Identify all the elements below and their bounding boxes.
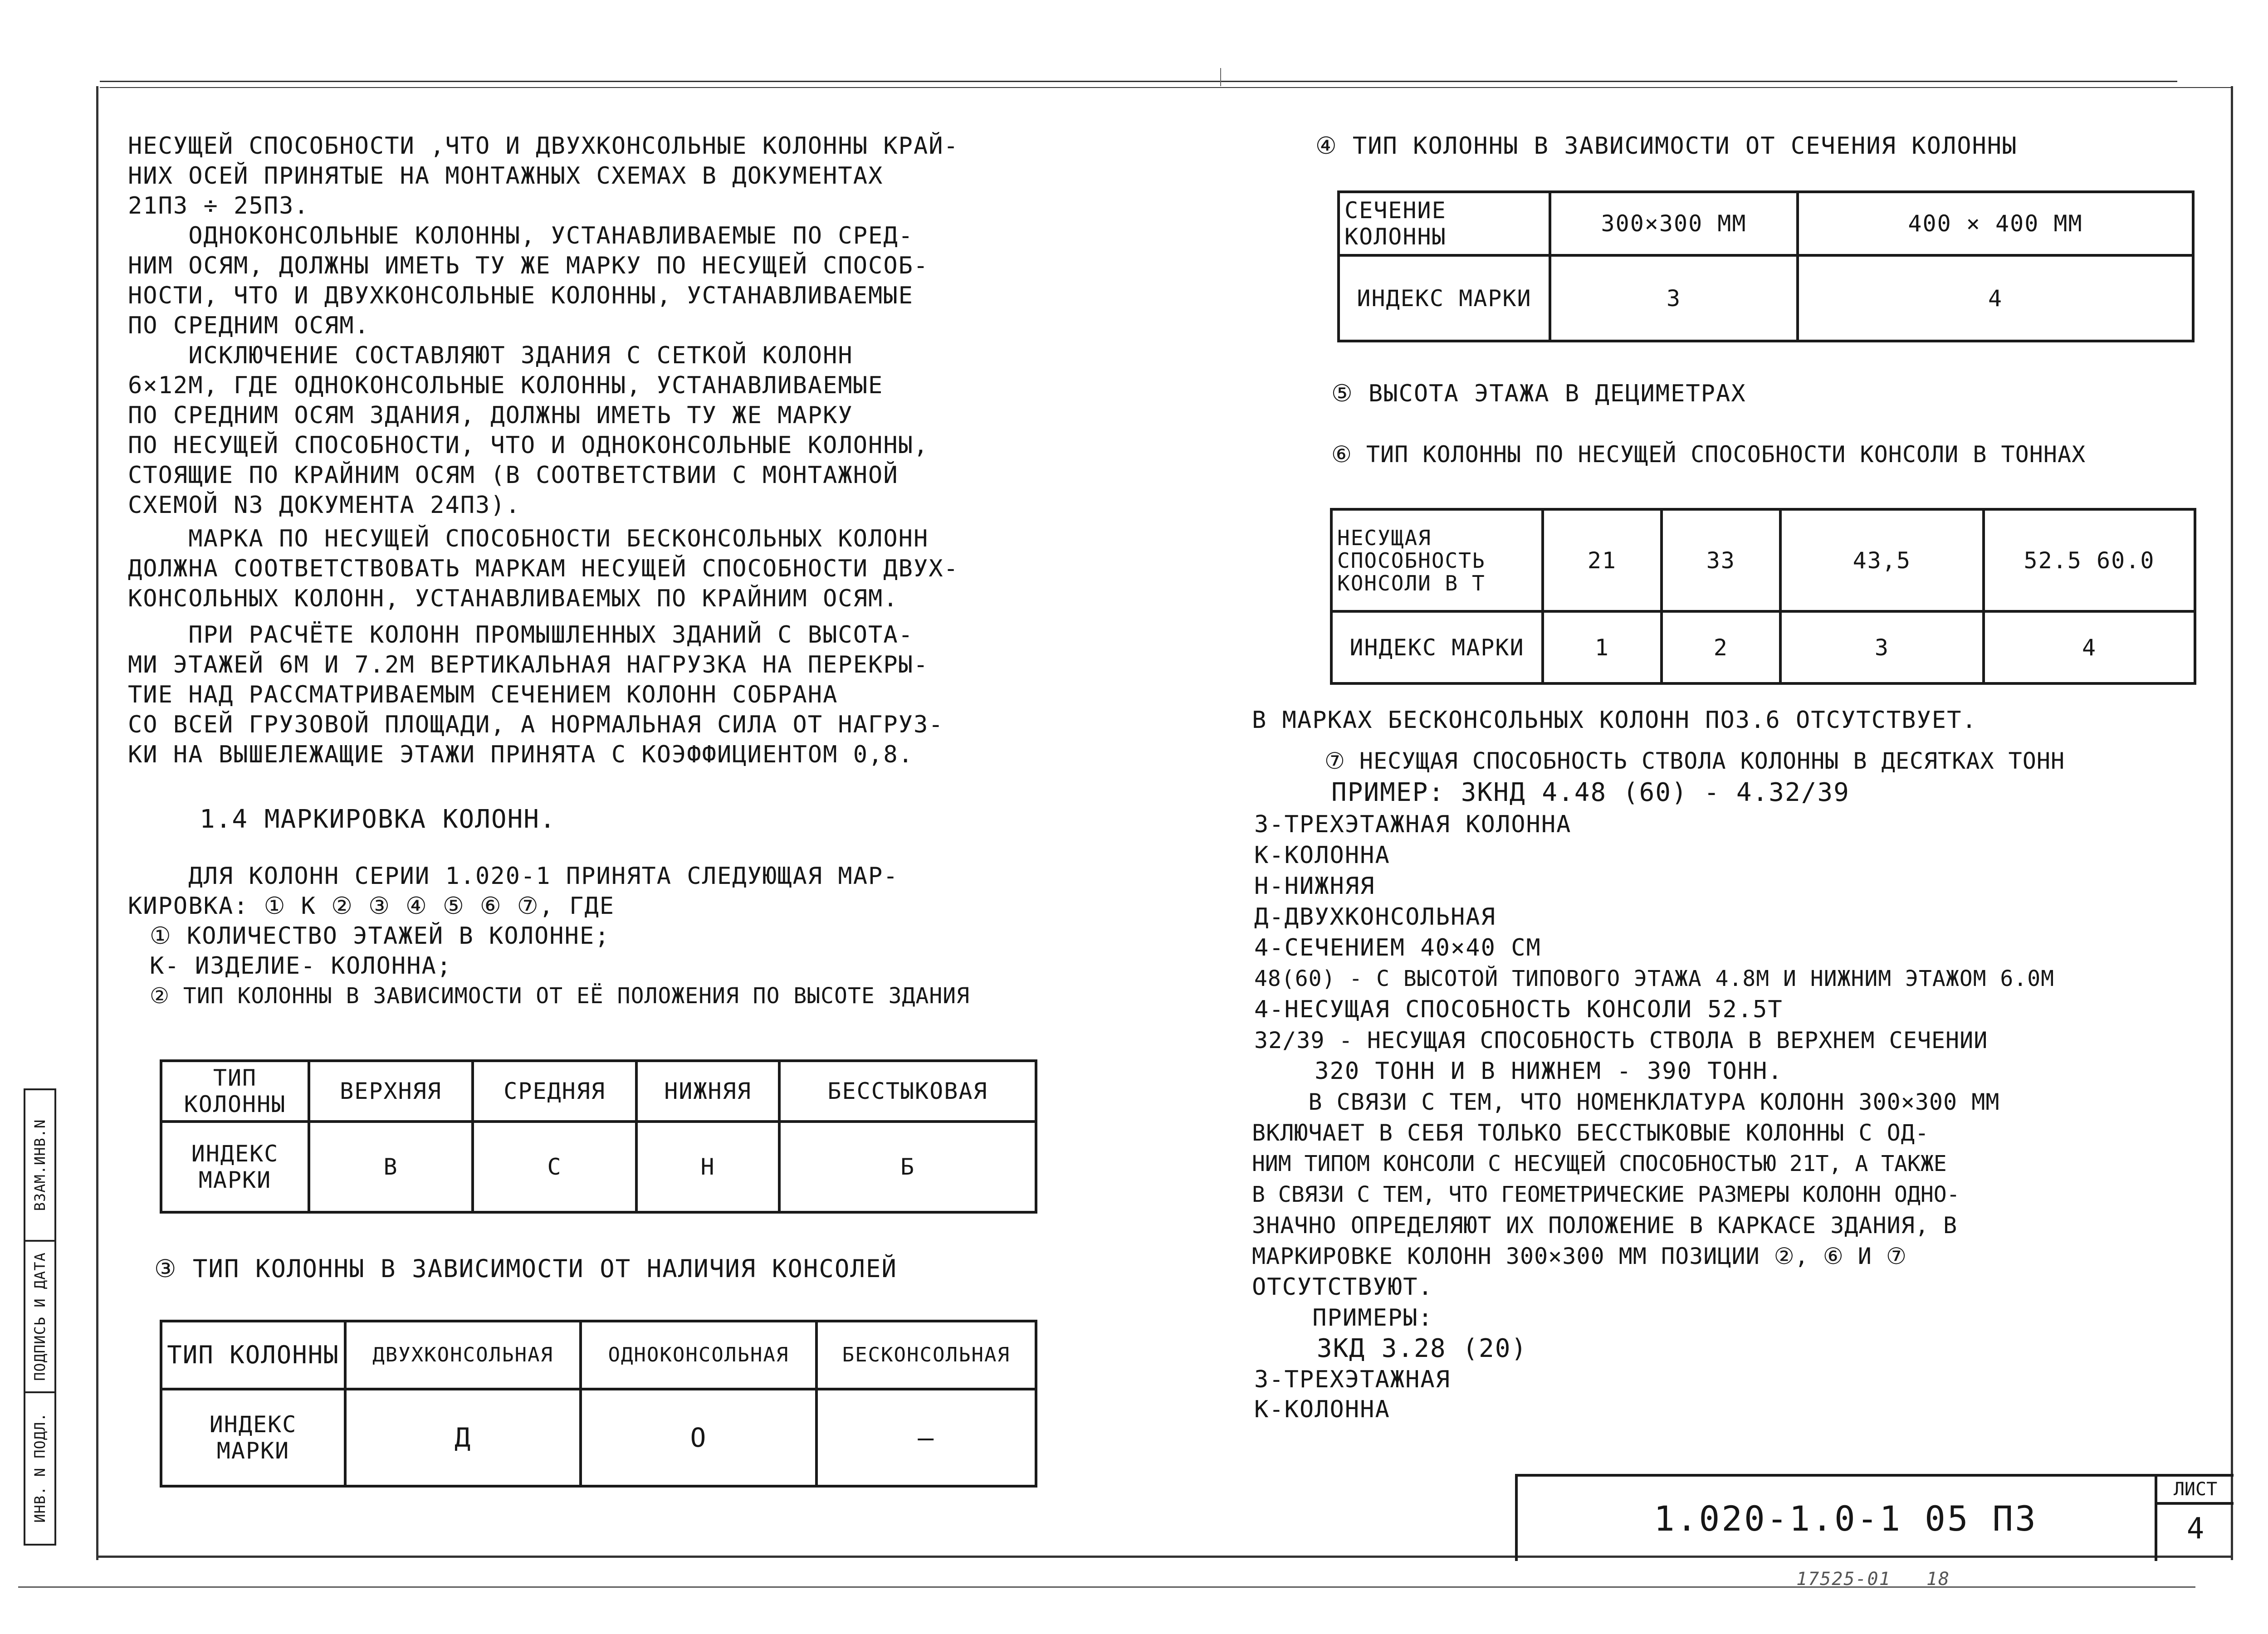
left-para5-line1: ПРИ РАСЧЁТЕ КОЛОНН ПРОМЫШЛЕННЫХ ЗДАНИЙ С ВЫСОТА- — [128, 621, 914, 649]
side-cell-signature — [25, 1242, 54, 1393]
example-1-line: 3-ТРЕХЭТАЖНАЯ КОЛОННА — [1254, 811, 1572, 838]
table-head-label: ТИП КОЛОННЫ — [161, 1061, 309, 1122]
left-para1-line1: НЕСУЩЕЙ СПОСОБНОСТИ ,ЧТО И ДВУХКОНСОЛЬНЫЕ КОЛОННЫ КРАЙ- — [128, 132, 959, 160]
table-row — [1331, 509, 2195, 611]
range-para-line: ЗНАЧНО ОПРЕДЕЛЯЮТ ИХ ПОЛОЖЕНИЕ В КАРКАСЕ ЗДАНИЯ, В — [1252, 1212, 1958, 1239]
side-label: ИНВ. N ПОДЛ. — [31, 1412, 49, 1523]
example-1-line: 4-НЕСУЩАЯ СПОСОБНОСТЬ КОНСОЛИ 52.5Т — [1254, 996, 1783, 1023]
left-para4-line2: ДОЛЖНА СООТВЕТСТВОВАТЬ МАРКАМ НЕСУЩЕЙ СПОСОБНОСТИ ДВУХ- — [128, 555, 959, 582]
item-3-heading: ③ ТИП КОЛОННЫ В ЗАВИСИМОСТИ ОТ НАЛИЧИЯ КОНСОЛЕЙ — [154, 1254, 897, 1283]
table-row — [1339, 192, 2193, 255]
table-cell: НИЖНЯЯ — [636, 1061, 779, 1122]
top-fold-line — [100, 81, 2177, 82]
table-cell: 33 — [1662, 509, 1780, 611]
table-index-label: ИНДЕКС МАРКИ — [1331, 611, 1543, 683]
table-cell: 4 — [1798, 255, 2193, 341]
side-cell-replacement — [25, 1090, 54, 1242]
table-cell: С — [473, 1122, 636, 1212]
table-cell: ДВУХКОНСОЛЬНАЯ — [345, 1321, 581, 1389]
table-cell: В — [309, 1122, 473, 1212]
examples-title: ПРИМЕРЫ: — [1252, 1304, 1433, 1332]
table-cell: 43,5 — [1780, 509, 1984, 611]
left-para5-line3: ТИЕ НАД РАССМАТРИВАЕМЫМ СЕЧЕНИЕМ КОЛОНН СОБРАНА — [128, 681, 838, 708]
table-cell: ОДНОКОНСОЛЬНАЯ — [581, 1321, 816, 1389]
left-para2-line1: ОДНОКОНСОЛЬНЫЕ КОЛОННЫ, УСТАНАВЛИВАЕМЫЕ ПО СРЕД- — [128, 222, 914, 249]
range-para-line: ОТСУТСТВУЮТ. — [1252, 1273, 1433, 1301]
range-para-line: МАРКИРОВКЕ КОЛОНН 300×300 ММ ПОЗИЦИИ ②, ⑥ И ⑦ — [1252, 1243, 1907, 1269]
left-para3-line6: СХЕМОЙ N3 ДОКУМЕНТА 24П3). — [128, 492, 521, 519]
table-cell: Н — [636, 1122, 779, 1212]
side-label: ВЗАМ.ИНВ.N — [31, 1119, 49, 1211]
table-cell: 21 — [1543, 509, 1662, 611]
left-para1-line2: НИХ ОСЕЙ ПРИНЯТЫЕ НА МОНТАЖНЫХ СХЕМАХ В ДОКУМЕНТАХ — [128, 162, 884, 190]
note-position-6: В МАРКАХ БЕСКОНСОЛЬНЫХ КОЛОНН ПОЗ.6 ОТСУТСТВУЕТ. — [1252, 707, 1977, 734]
example-1-line: 48(60) - С ВЫСОТОЙ ТИПОВОГО ЭТАЖА 4.8М И НИЖНИМ ЭТАЖОМ 6.0М — [1254, 966, 2055, 991]
left-para3-line1: ИСКЛЮЧЕНИЕ СОСТАВЛЯЮТ ЗДАНИЯ С СЕТКОЙ КОЛОНН — [128, 342, 853, 369]
example-1-line: Н-НИЖНЯЯ — [1254, 873, 1375, 900]
left-para3-line3: ПО СРЕДНИМ ОСЯМ ЗДАНИЯ, ДОЛЖНЫ ИМЕТЬ ТУ ЖЕ МАРКУ — [128, 402, 853, 429]
title-stamp — [1515, 1474, 2157, 1561]
table-cell: 400 × 400 ММ — [1798, 192, 2193, 255]
range-para-line: В СВЯЗИ С ТЕМ, ЧТО НОМЕНКЛАТУРА КОЛОНН 300×300 ММ — [1252, 1089, 2000, 1115]
left-para2-line3: НОСТИ, ЧТО И ДВУХКОНСОЛЬНЫЕ КОЛОННЫ, УСТАНАВЛИВАЕМЫЕ — [128, 282, 914, 309]
left-para5-line2: МИ ЭТАЖЕЙ 6М И 7.2М ВЕРТИКАЛЬНАЯ НАГРУЗКА НА ПЕРЕКРЫ- — [128, 651, 929, 678]
left-para3-line2: 6×12М, ГДЕ ОДНОКОНСОЛЬНЫЕ КОЛОННЫ, УСТАНАВЛИВАЕМЫЕ — [128, 372, 884, 399]
table-cell: — — [816, 1389, 1036, 1486]
left-para1-line3: 21П3 ÷ 25П3. — [128, 192, 309, 219]
marking-intro-line2: КИРОВКА: ① К ② ③ ④ ⑤ ⑥ ⑦, ГДЕ — [128, 893, 615, 920]
table-cell: 300×300 ММ — [1550, 192, 1798, 255]
table-row — [161, 1321, 1036, 1389]
side-label: ПОДПИСЬ И ДАТА — [31, 1252, 49, 1381]
table-index-label: ИНДЕКС МАРКИ — [161, 1122, 309, 1212]
example-1-line: К-КОЛОННА — [1254, 842, 1390, 869]
table-cell: 3 — [1780, 611, 1984, 683]
table-cell: 2 — [1662, 611, 1780, 683]
table-cell: СРЕДНЯЯ — [473, 1061, 636, 1122]
table-cell: Б — [779, 1122, 1036, 1212]
table-index-label: ИНДЕКС МАРКИ — [161, 1389, 345, 1486]
item-6-heading: ⑥ ТИП КОЛОННЫ ПО НЕСУЩЕЙ СПОСОБНОСТИ КОНСОЛИ В ТОННАХ — [1331, 441, 2086, 468]
item-7-heading: ⑦ НЕСУЩАЯ СПОСОБНОСТЬ СТВОЛА КОЛОННЫ В ДЕСЯТКАХ ТОНН — [1325, 748, 2065, 774]
table-row — [161, 1061, 1036, 1122]
center-fold-line — [1220, 68, 1221, 86]
table-head-label: СЕЧЕНИЕ КОЛОННЫ — [1339, 192, 1550, 255]
footer-note: 17525-01 18 — [1796, 1569, 1950, 1590]
table-head-label: НЕСУЩАЯ СПОСОБНОСТЬ КОНСОЛИ В Т — [1331, 509, 1543, 611]
left-para3-line4: ПО НЕСУЩЕЙ СПОСОБНОСТИ, ЧТО И ОДНОКОНСОЛЬНЫЕ КОЛОННЫ, — [128, 432, 929, 459]
marking-intro-line1: ДЛЯ КОЛОНН СЕРИИ 1.020-1 ПРИНЯТА СЛЕДУЮЩАЯ МАР- — [128, 863, 899, 890]
item-5-heading: ⑤ ВЫСОТА ЭТАЖА В ДЕЦИМЕТРАХ — [1331, 380, 1746, 407]
table-row — [1339, 255, 2193, 341]
sheet-number-box — [2155, 1474, 2234, 1561]
example-2-line: 3-ТРЕХЭТАЖНАЯ — [1254, 1366, 1451, 1393]
range-para-line: ВКЛЮЧАЕТ В СЕБЯ ТОЛЬКО БЕССТЫКОВЫЕ КОЛОННЫ С ОД- — [1252, 1120, 1929, 1146]
table-cell: 4 — [1984, 611, 2195, 683]
table-column-section — [1337, 190, 2195, 342]
frame-top-border — [100, 87, 2232, 88]
table-column-position — [160, 1059, 1037, 1214]
example-2-code: 3КД 3.28 (20) — [1252, 1334, 1528, 1363]
range-para-line: НИМ ТИПОМ КОНСОЛИ С НЕСУЩЕЙ СПОСОБНОСТЬЮ 21Т, А ТАКЖЕ — [1252, 1151, 1947, 1176]
sheet-label: ЛИСТ — [2157, 1477, 2234, 1505]
table-cell: О — [581, 1389, 816, 1486]
sheet-number: 4 — [2186, 1512, 2204, 1546]
example-1-line: Д-ДВУХКОНСОЛЬНАЯ — [1254, 903, 1496, 931]
marking-intro-line5: ② ТИП КОЛОННЫ В ЗАВИСИМОСТИ ОТ ЕЁ ПОЛОЖЕНИЯ ПО ВЫСОТЕ ЗДАНИЯ — [150, 983, 970, 1009]
table-cell: БЕССТЫКОВАЯ — [779, 1061, 1036, 1122]
table-cell: 3 — [1550, 255, 1798, 341]
table-cell: Д — [345, 1389, 581, 1486]
left-para3-line5: СТОЯЩИЕ ПО КРАЙНИМ ОСЯМ (В СООТВЕТСТВИИ С МОНТАЖНОЙ — [128, 462, 899, 489]
example-2-line: К-КОЛОННА — [1254, 1396, 1390, 1423]
example-1-line: 4-СЕЧЕНИЕМ 40×40 СМ — [1254, 934, 1541, 961]
table-row — [161, 1389, 1036, 1486]
table-row — [161, 1122, 1036, 1212]
table-cell: ВЕРХНЯЯ — [309, 1061, 473, 1122]
table-head-label: ТИП КОЛОННЫ — [161, 1321, 345, 1389]
table-index-label: ИНДЕКС МАРКИ — [1339, 255, 1550, 341]
left-para2-line2: НИМ ОСЯМ, ДОЛЖНЫ ИМЕТЬ ТУ ЖЕ МАРКУ ПО НЕСУЩЕЙ СПОСОБ- — [128, 252, 929, 279]
table-cell: БЕСКОНСОЛЬНАЯ — [816, 1321, 1036, 1389]
frame-left-border — [96, 86, 98, 1560]
table-cell: 52.5 60.0 — [1984, 509, 2195, 611]
marking-intro-line3: ① КОЛИЧЕСТВО ЭТАЖЕЙ В КОЛОННЕ; — [150, 922, 610, 950]
frame-right-border — [2231, 86, 2233, 1560]
document-code: 1.020-1.0-1 05 П3 — [1654, 1498, 2038, 1539]
left-para4-line1: МАРКА ПО НЕСУЩЕЙ СПОСОБНОСТИ БЕСКОНСОЛЬНЫХ КОЛОНН — [128, 525, 929, 552]
left-para5-line5: КИ НА ВЫШЕЛЕЖАЩИЕ ЭТАЖИ ПРИНЯТА С КОЭФФИЦИЕНТОМ 0,8. — [128, 741, 914, 768]
table-row — [1331, 611, 2195, 683]
range-para-line: В СВЯЗИ С ТЕМ, ЧТО ГЕОМЕТРИЧЕСКИЕ РАЗМЕРЫ КОЛОНН ОДНО- — [1252, 1182, 1960, 1207]
left-para2-line4: ПО СРЕДНИМ ОСЯМ. — [128, 312, 370, 339]
example-1-line: 320 ТОНН И В НИЖНЕМ - 390 ТОНН. — [1254, 1058, 1783, 1085]
table-cell: 1 — [1543, 611, 1662, 683]
section-heading: 1.4 МАРКИРОВКА КОЛОНН. — [200, 805, 556, 834]
example-1-title: ПРИМЕР: 3КНД 4.48 (60) - 4.32/39 — [1331, 778, 1850, 807]
side-cell-original — [25, 1393, 54, 1542]
left-para4-line3: КОНСОЛЬНЫХ КОЛОНН, УСТАНАВЛИВАЕМЫХ ПО КРАЙНИМ ОСЯМ. — [128, 585, 899, 612]
item-4-heading: ④ ТИП КОЛОННЫ В ЗАВИСИМОСТИ ОТ СЕЧЕНИЯ КОЛОННЫ — [1315, 132, 2018, 160]
left-para5-line4: СО ВСЕЙ ГРУЗОВОЙ ПЛОЩАДИ, А НОРМАЛЬНАЯ СИЛА ОТ НАГРУЗ- — [128, 711, 944, 738]
table-console-capacity — [1330, 508, 2196, 685]
side-signature-block — [24, 1088, 56, 1546]
example-1-line: 32/39 - НЕСУЩАЯ СПОСОБНОСТЬ СТВОЛА В ВЕРХНЕМ СЕЧЕНИИ — [1254, 1027, 1988, 1054]
table-column-consoles — [160, 1320, 1037, 1488]
marking-intro-line4: К- ИЗДЕЛИЕ- КОЛОННА; — [150, 952, 452, 980]
